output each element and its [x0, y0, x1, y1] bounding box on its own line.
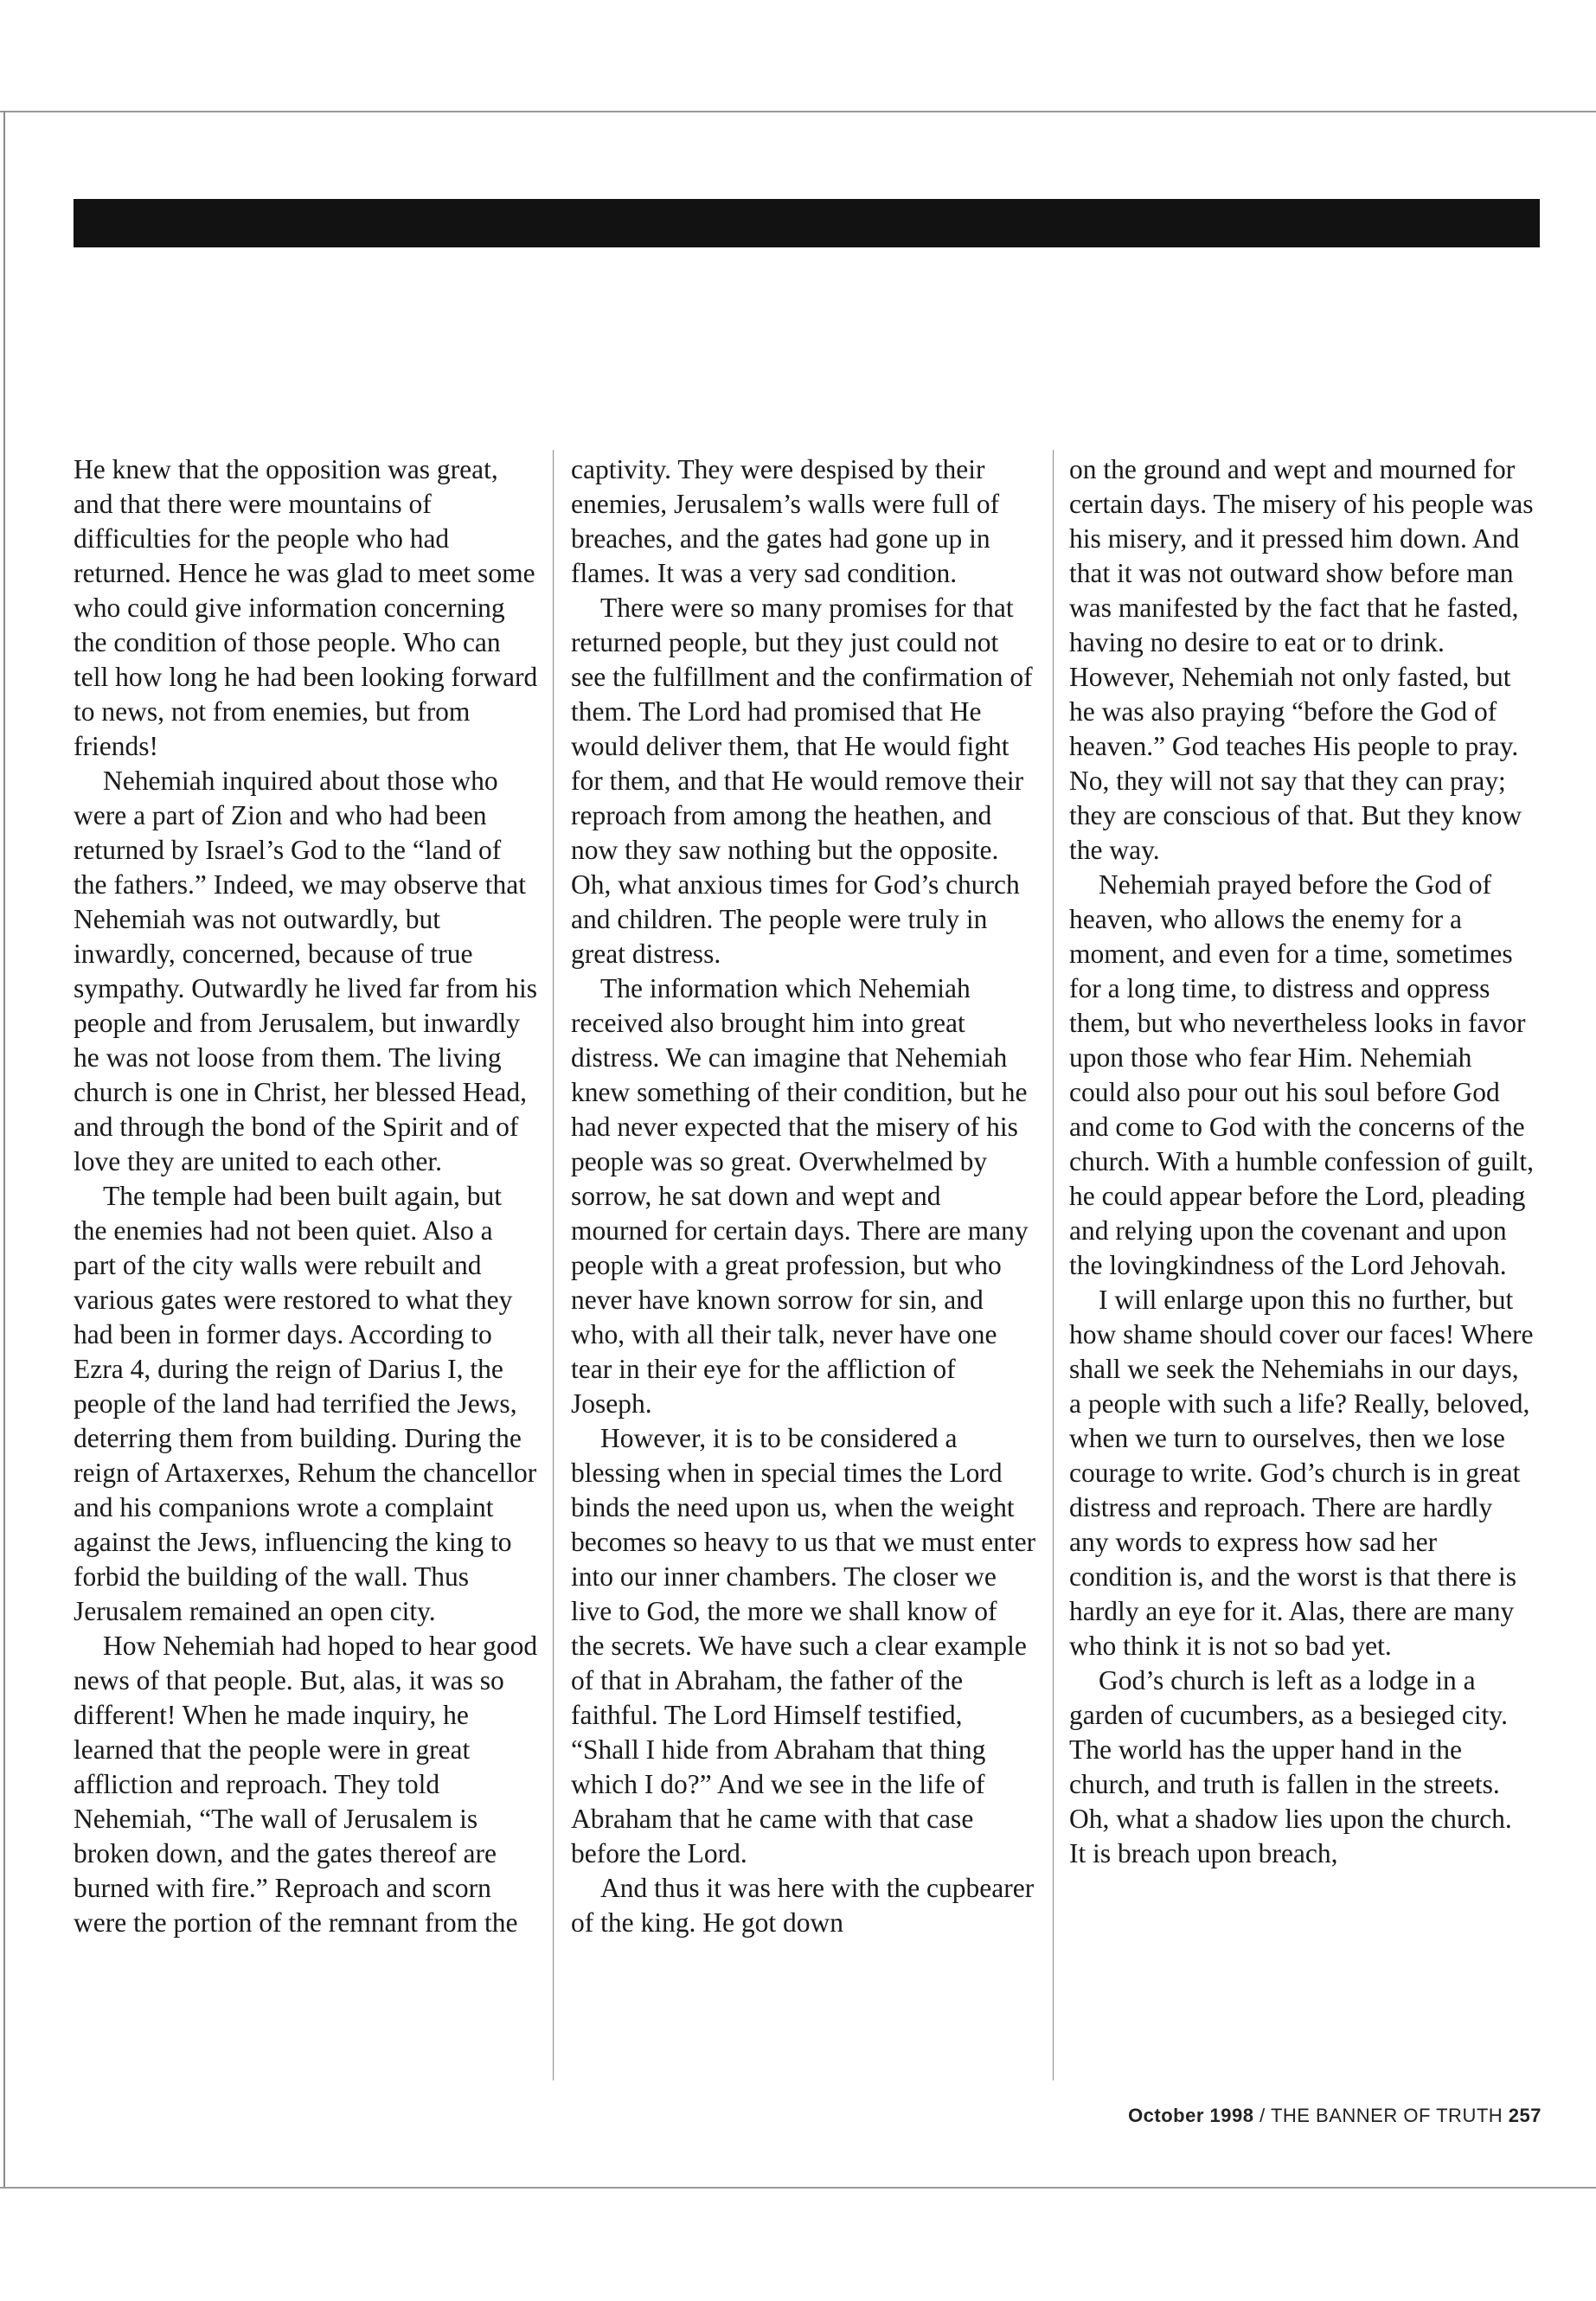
column-divider-2 — [1053, 450, 1054, 2080]
left-margin-rule — [3, 111, 5, 2187]
column-1-paragraph-4: How Nehemiah had hoped to hear good news of that people. But, alas, it was so different! When he made inquiry, he learned that the people were in great affliction and reproach. They told Nehemiah, “The wall of Jerusalem is broken down, and the gates thereof are burned with fire.” Reproach and scorn were the portion of the remnant from the — [74, 1631, 538, 1938]
column-3-paragraph-2: Nehemiah prayed before the God of heaven, who allows the enemy for a moment, and even for a time, sometimes for a long time, to distress and oppress them, but who nevertheless looks in favor upon those who fear Him. Nehemiah could also pour out his soul before God and come to God with the concerns of the church. With a humble confession of guilt, he could appear before the Lord, pleading and relying upon the covenant and upon the lovingkindness of the Lord Jehovah. — [1069, 869, 1535, 1280]
issue-date: October 1998 — [1128, 2105, 1254, 2126]
footer-separator: / — [1259, 2105, 1266, 2126]
column-1 — [74, 452, 539, 1940]
column-1-paragraph-2: Nehemiah inquired about those who were a part of Zion and who had been returned by Israel’s God to the “land of the fathers.” Indeed, we may observe that Nehemiah was not outwardly, but inwardly, concerned, because of true sympathy. Outwardly he lived far from his people and from Jerusalem, but inwardly he was not loose from them. The living church is one in Christ, her blessed Head, and through the bond of the Spirit and of love they are united to each other. — [74, 766, 537, 1176]
column-3 — [1069, 452, 1535, 1871]
column-3-paragraph-1: on the ground and wept and mourned for certain days. The misery of his people was his misery, and it pressed him down. And that it was not outward show before man was manifested by the fact that he fasted, having no desire to eat or to drink. However, Nehemiah not only fasted, but he was also praying “before the God of heaven.” God teaches His people to pray. No, they will not say that they can pray; they are conscious of that. But they know the way. — [1069, 454, 1534, 865]
publication-title: THE BANNER OF TRUTH — [1270, 2105, 1503, 2126]
column-divider-1 — [553, 450, 554, 2080]
column-1-paragraph-1: He knew that the opposition was great, and that there were mountains of difficulties for the people who had returned. Hence he was glad to meet some who could give information concerning the condition of those people. Who can tell how long he had been looking forward to news, not from enemies, but from friends! — [74, 454, 538, 761]
bottom-rule — [0, 2187, 1596, 2189]
header-banner — [74, 199, 1540, 247]
column-2-paragraph-2: There were so many promises for that returned people, but they just could not see the fulfillment and the confirmation of them. The Lord had promised that He would deliver them, that He would fight for them, and that He would remove their reproach from among the heathen, and now they saw nothing but the opposite. Oh, what anxious times for God’s church and children. The people were truly in great distress. — [571, 593, 1033, 969]
column-3-paragraph-3: I will enlarge upon this no further, but how shame should cover our faces! Where shall we seek the Nehemiahs in our days, a people with such a life? Really, beloved, when we turn to ourselves, then we lose courage to write. God’s church is in great distress and reproach. There are hardly any words to express how sad her condition is, and the worst is that there is hardly an eye for it. Alas, there are many who think it is not so bad yet. — [1069, 1285, 1534, 1661]
column-2-paragraph-1: captivity. They were despised by their enemies, Jerusalem’s walls were full of breaches, and the gates had gone up in flames. It was a very sad condition. — [571, 454, 1000, 588]
column-1-paragraph-3: The temple had been built again, but the enemies had not been quiet. Also a part of the city walls were rebuilt and various gates were restored to what they had been in former days. According to Ezra 4, during the reign of Darius I, the people of the land had terrified the Jews, deterring them from building. During the reign of Artaxerxes, Rehum the chancellor and his companions wrote a complaint against the Jews, influencing the king to forbid the building of the wall. Thus Jerusalem remained an open city. — [74, 1181, 537, 1626]
column-2-paragraph-5: And thus it was here with the cupbearer of the king. He got down — [571, 1873, 1035, 1938]
page-number: 257 — [1508, 2105, 1542, 2126]
column-2-paragraph-3: The information which Nehemiah received also brought him into great distress. We can imagine that Nehemiah knew something of their condition, but he had never expected that the misery of his people was so great. Overwhelmed by sorrow, he sat down and wept and mourned for certain days. There are many people with a great profession, but who never have known sorrow for sin, and who, with all their talk, never have one tear in their eye for the affliction of Joseph. — [571, 973, 1029, 1419]
column-2-paragraph-4: However, it is to be considered a blessing when in special times the Lord binds the need upon us, when the weight becomes so heavy to us that we must enter into our inner chambers. The closer we live to God, the more we shall know of the secrets. We have such a clear example of that in Abraham, the father of the faithful. The Lord Himself testified, “Shall I hide from Abraham that thing which I do?” And we see in the life of Abraham that he came with that case before the Lord. — [571, 1423, 1036, 1868]
column-2 — [571, 452, 1036, 1940]
page-footer — [1128, 2105, 1542, 2127]
top-rule — [0, 111, 1596, 112]
column-3-paragraph-4: God’s church is left as a lodge in a garden of cucumbers, as a besieged city. The world has the upper hand in the church, and truth is fallen in the streets. Oh, what a shadow lies upon the church. It is breach upon breach, — [1069, 1665, 1512, 1868]
